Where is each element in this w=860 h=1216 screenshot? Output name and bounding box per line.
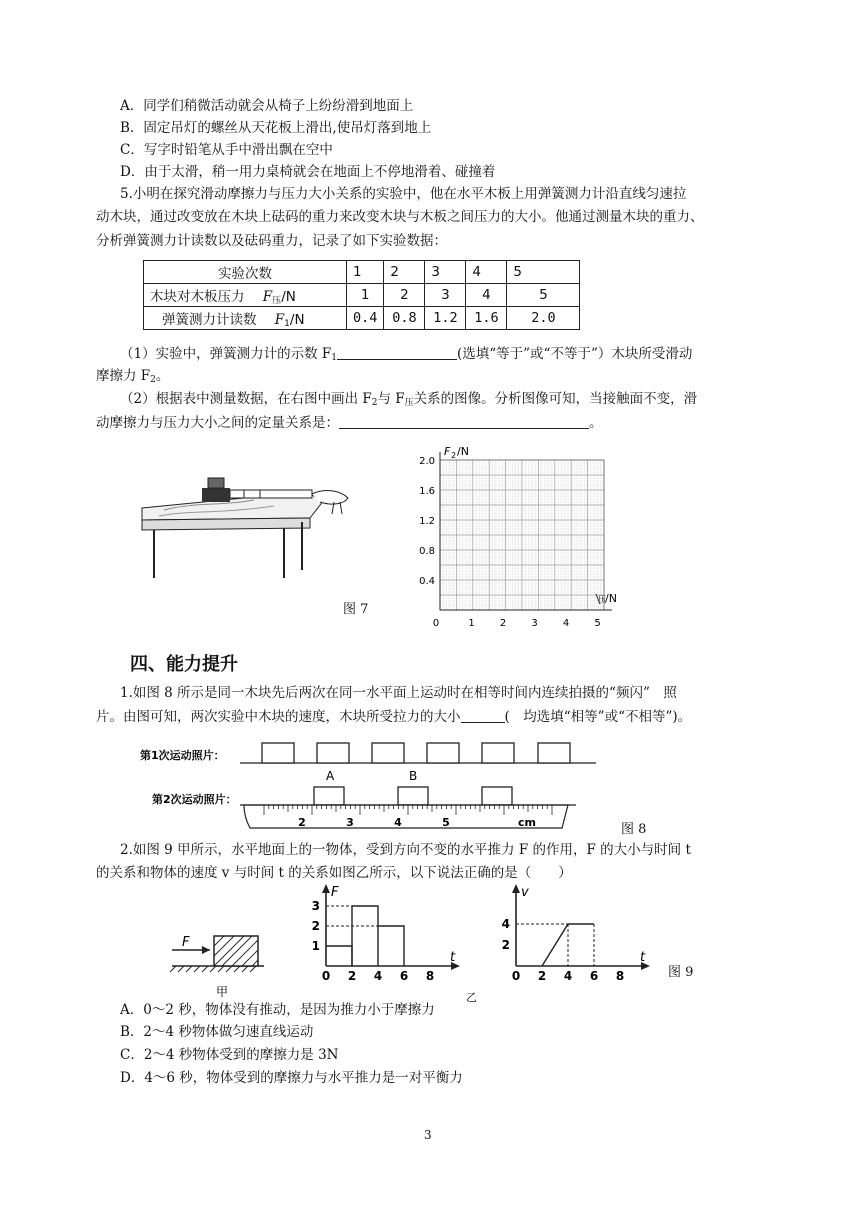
y-tick-label: 0.8 [419,546,435,557]
force-segment-4-6 [378,926,404,966]
ft-marks [322,884,460,970]
spring-scale-apparatus-illustration [134,470,374,580]
x-axis-label-unit: /N [605,592,617,605]
fig7-caption: 图 7 [343,602,369,617]
aq1-line1: 1.如图 8 所示是同一木块先后两次在同一水平面上运动时在相等时间内连续拍摄的“频闪” 照 [120,685,677,701]
x-tick-label: 4 [562,618,570,629]
q5-sub2-line2 [96,413,603,433]
block-snapshot [482,787,512,805]
y-tick-label: 3 [311,899,320,913]
x-tick-label: 0 [511,969,521,980]
marker-a: A [326,769,335,783]
aq1-line2-text2: ( 均选填“相等”或“不相等”)。 [504,709,692,725]
table-row [144,284,580,307]
q5-sub2-text: （2）根据表中测量数据，在右图中画出 F [120,391,372,407]
aq2-option-a: A．0～2 秒，物体没有推动，是因为推力小于摩擦力 [120,1002,435,1018]
block-snapshot [372,743,404,763]
q5-sub2-line1 [120,389,697,413]
aq2-line2: 的关系和物体的速度 v 与时间 t 的关系如图乙所示，以下说法正确的是（ ） [96,865,572,881]
fig8-caption: 图 8 [621,822,647,837]
block-snapshot [427,743,459,763]
marker-b: B [409,769,418,783]
pressure-unit: /N [281,288,296,305]
table-cell: 3 [425,261,466,284]
x-axis-label: t [450,950,456,965]
q5-sub2-sub2: 压 [404,398,414,408]
y-tick-label: 1.2 [419,516,435,527]
photo-2 [314,787,512,805]
x-tick-label: 5 [594,618,601,629]
table-cell: 1 [347,284,384,307]
x-axis-label: t [640,950,646,965]
x-tick-label: 0 [321,969,331,980]
table-row [144,261,580,284]
y-axis-label-unit: /N [457,445,469,458]
force-segment-2-4 [352,906,378,966]
q5-sub1-end: 。 [155,368,170,384]
y-tick-label: 1 [311,939,320,953]
y-axis-label: F [444,445,451,458]
answer-blank-2[interactable] [339,414,589,429]
answer-blank-3[interactable] [461,708,505,723]
table-header-pressure [144,284,347,307]
reading-label: 弹簧测力计读数 [162,311,257,328]
aq2-option-b: B．2～4 秒物体做匀速直线运动 [120,1024,314,1040]
ruler-number: 4 [394,816,402,829]
reading-sub: 1 [284,318,290,329]
block-snapshot [398,787,428,805]
table-header-reading [144,307,347,330]
block-snapshot [482,743,514,763]
table-row [144,307,580,330]
q5-sub1-line2 [96,366,169,390]
y-axis-label: v [521,885,529,900]
x-axis-label-sub: 压 [598,595,606,604]
table-cell: 5 [507,261,580,284]
x-tick-label: 2 [499,618,507,629]
x-tick-label: 2 [347,969,357,980]
q5-sub2-sub: 2 [371,398,378,408]
strobe-photos-figure [140,735,600,835]
q5-sub1-text2: (选填“等于”或“不等于”）木块所受滑动 [456,346,693,362]
y-tick-label: 2 [311,919,320,933]
table-cell: 0.8 [384,307,425,330]
q5-sub1-text3: 摩擦力 F [96,368,151,384]
ruler-unit: cm [518,816,536,829]
reading-symbol: F [274,311,285,328]
block-snapshot [317,743,349,763]
page-number: 3 [424,1128,432,1142]
q5-sub1-sub: 1 [331,353,337,363]
y-tick-label: 0.4 [419,576,435,587]
q5-sub2-end: 。 [589,415,603,431]
x-tick-label: 4 [563,969,573,980]
q5-sub1-text: （1）实验中，弹簧测力计的示数 F [120,346,332,362]
table-cell: 1.2 [425,307,466,330]
photo2-label: 第2次运动照片： [152,793,237,806]
block-push-illustration [166,920,276,1000]
option-b: B．固定吊灯的螺丝从天花板上滑出,使吊灯落到地上 [120,120,432,136]
ruler-number: 3 [346,816,354,829]
x-tick-label: 2 [537,969,547,980]
y-tick-label: 1.6 [419,486,435,497]
ruler-number: 5 [442,816,450,829]
x-tick-label: 8 [425,969,435,980]
table-cell: 4 [466,261,507,284]
option-a: A．同学们稍微活动就会从椅子上纷纷滑到地面上 [120,98,414,114]
y-tick-label: 2 [501,938,510,952]
f2-vs-fpressure-grid [410,440,650,630]
block-snapshot [538,743,570,763]
pressure-sub: 压 [272,295,282,306]
section-title: 四、能力提升 [130,654,238,675]
photo1-label: 第1次运动照片： [140,749,225,762]
x-tick-label: 4 [373,969,383,980]
x-tick-label: 1 [468,618,475,629]
photo-1 [240,743,596,763]
pressure-label: 木块对木板压力 [150,288,245,305]
aq2-line1: 2.如图 9 甲所示，水平地面上的一物体，受到方向不变的水平推力 F 的作用，F 的大小与时间 t [120,842,691,858]
aq2-option-c: C．2～4 秒物体受到的摩擦力是 3N [120,1047,339,1063]
ruler [240,805,576,829]
block-snapshot [314,787,344,805]
block-snapshot [262,743,294,763]
force-segment-0-2 [326,946,352,966]
y-tick-label: 2.0 [419,456,435,467]
fig9-caption: 图 9 [668,965,694,980]
q5-sub2-text4: 动摩擦力与压力大小之间的定量关系是： [96,415,339,431]
y-axis-label-sub: 2 [451,451,457,460]
aq1-line2-text: 片。由图可知，两次实验中木块的速度，木块所受拉力的大小 [96,709,461,725]
force-time-chart [306,884,466,980]
answer-blank-1[interactable] [337,345,457,360]
x-tick-label: 6 [399,969,409,980]
table-cell: 1 [347,261,384,284]
aq2-option-d: D．4～6 秒，物体受到的摩擦力与水平推力是一对平衡力 [120,1070,463,1086]
q5-sub1-line1 [120,344,692,368]
table-cell: 3 [425,284,466,307]
table-cell: 0.4 [347,307,384,330]
option-c: C．写字时铅笔从手中滑出飘在空中 [120,142,333,158]
table-cell: 2.0 [507,307,580,330]
ruler-number: 2 [298,816,306,829]
grid-lines [440,460,604,610]
q5-sub2-text3: 关系的图像。分析图像可知，当接触面不变，滑 [413,391,698,407]
table-header-trials: 实验次数 [144,261,347,284]
q5-sub2-text2: 与 F [377,391,405,407]
y-tick-label: 4 [501,917,510,931]
q5-line1: 5.小明在探究滑动摩擦力与压力大小关系的实验中，他在水平木板上用弹簧测力计沿直线匀速拉 [120,186,687,202]
q5-line3: 分析弹簧测力计读数以及砝码重力，记录了如下实验数据： [96,233,447,249]
table-cell: 5 [507,284,580,307]
grid-axes [440,452,612,610]
yi-label: 乙 [466,991,477,1004]
experiment-table [143,260,580,330]
x-tick-label: 8 [615,969,625,980]
x-tick-label: 6 [589,969,599,980]
table-cell: 4 [466,284,507,307]
reading-unit: /N [289,311,305,328]
y-axis-label: F [331,885,339,900]
vt-marks [512,884,650,970]
table-cell: 2 [384,261,425,284]
q5-line2: 动木块，通过改变放在木块上砝码的重力来改变木块与木板之间压力的大小。他通过测量木块的重力、 [96,209,704,225]
force-label: F [182,935,190,950]
x-tick-label: 0 [432,618,440,629]
option-d: D．由于太滑，稍一用力桌椅就会在地面上不停地滑着、碰撞着 [120,164,496,180]
aq1-line2 [96,707,691,727]
jia-label: 甲 [216,985,229,999]
y-axis-arrow [512,884,520,893]
table-cell: 2 [384,284,425,307]
velocity-time-chart [496,884,656,980]
table-cell: 1.6 [466,307,507,330]
q5-sub1-sub2: 2 [150,375,156,385]
x-tick-label: 3 [531,618,538,629]
pressure-symbol: F [262,288,273,305]
y-axis-arrow [322,884,330,893]
